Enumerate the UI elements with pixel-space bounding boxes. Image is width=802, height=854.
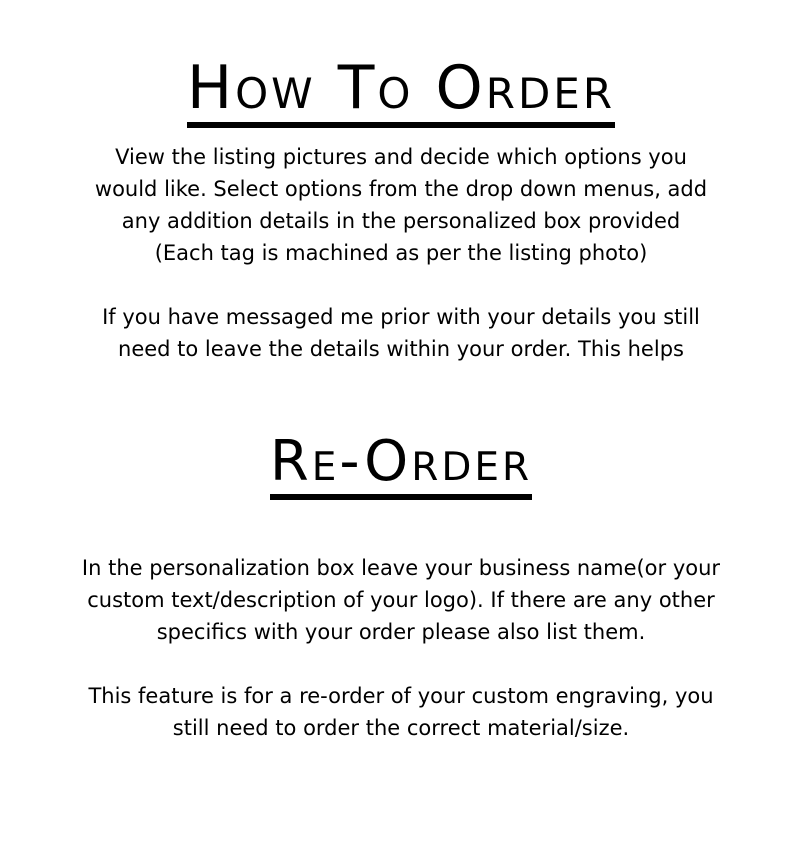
re-order-paragraph-2: This feature is for a re-order of your custom engraving, you still need to order the correct material/size. xyxy=(88,684,714,740)
how-to-order-title: How To Order xyxy=(186,53,616,123)
re-order-paragraph-1-block xyxy=(0,552,802,648)
how-to-order-paragraph-2: If you have messaged me prior with your details you still need to leave the details within your order. This helps xyxy=(102,305,700,361)
how-to-order-paragraph-2-block xyxy=(0,301,802,365)
how-to-order-paragraph-1-block xyxy=(0,141,802,269)
re-order-paragraph-2-block xyxy=(0,680,802,744)
re-order-section-heading xyxy=(0,429,802,500)
re-order-paragraph-1: In the personalization box leave your business name(or your custom text/description of your logo). If there are any other specifics with your order please also list them. xyxy=(81,556,721,644)
how-to-order-section-heading xyxy=(0,53,802,128)
how-to-order-paragraph-1: View the listing pictures and decide which options you would like. Select options from the drop down menus, add any addition details in the personalized box provided (Each tag is machined as per the listing photo) xyxy=(94,145,708,265)
how-to-order-title-underline xyxy=(186,53,616,128)
re-order-title: Re-Order xyxy=(269,429,533,494)
re-order-title-underline xyxy=(269,429,533,500)
